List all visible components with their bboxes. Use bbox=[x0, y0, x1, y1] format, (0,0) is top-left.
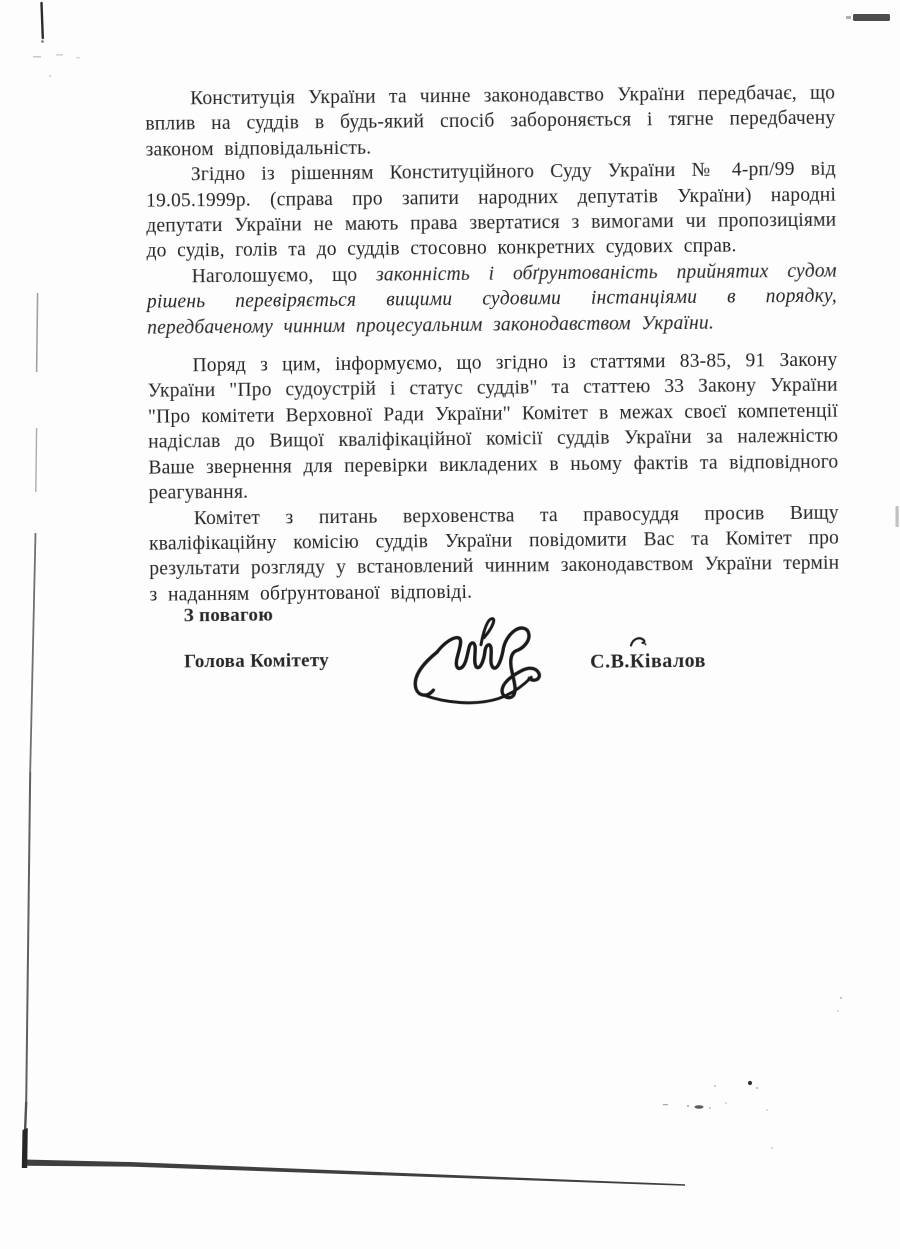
signer-title: Голова Комітету bbox=[184, 650, 330, 673]
signature-ink bbox=[380, 597, 581, 719]
paragraph-constitution: Конституція України та чинне законодавство України передбачає, що вплив на суддів в будь-який спосіб забороняється і тягне передбачену законом відповідальність. bbox=[145, 82, 836, 161]
paragraph-court-decision: Згідно із рішенням Конституційного Суду України № 4-рп/99 від 19.05.1999р. (справа про запити народних депутатів України) народні депутати України не мають права звертатися з вимогами чи пропозиціями до судів, голів та до суддів стосовно конкретних судових справ. bbox=[145, 158, 837, 263]
ink-smudge-icon bbox=[629, 635, 649, 649]
paragraph-emphasis bbox=[147, 258, 838, 340]
closing-salutation: З повагою bbox=[183, 604, 274, 627]
signer-name: С.В.Ківалов bbox=[590, 649, 707, 673]
paragraph-request: Комітет з питань верховенства та правосуддя просив Вищу кваліфікаційну комісію суддів України повідомити Вас та Комітет про результати розгляду у встановлений чинним законодавством України термін з наданням обґрунтованої відповіді. bbox=[148, 502, 840, 606]
letter-body bbox=[145, 81, 840, 608]
paragraph-emphasis-lead: Наголошуємо, що bbox=[191, 264, 377, 288]
paragraph-committee-action: Поряд з цим, інформуємо, що згідно із статтями 83-85, 91 Закону України "Про судоустрій і статус суддів" та статтею 33 Закону України "Про комітети Верховної Ради України" Комітет в межах своєї компетенції надіслав до Вищої кваліфікаційної комісії суддів України за належністю Ваше звернення для перевірки викладених в ньому фактів та відповідного реагування. bbox=[147, 349, 839, 504]
paragraph-emphasis-italic: законність і обґрунтованість прийнятих судом рішень перевіряється вищими судовими інстанціями в порядку, передбаченому чинним процесуальним законодавством України. bbox=[146, 260, 838, 339]
